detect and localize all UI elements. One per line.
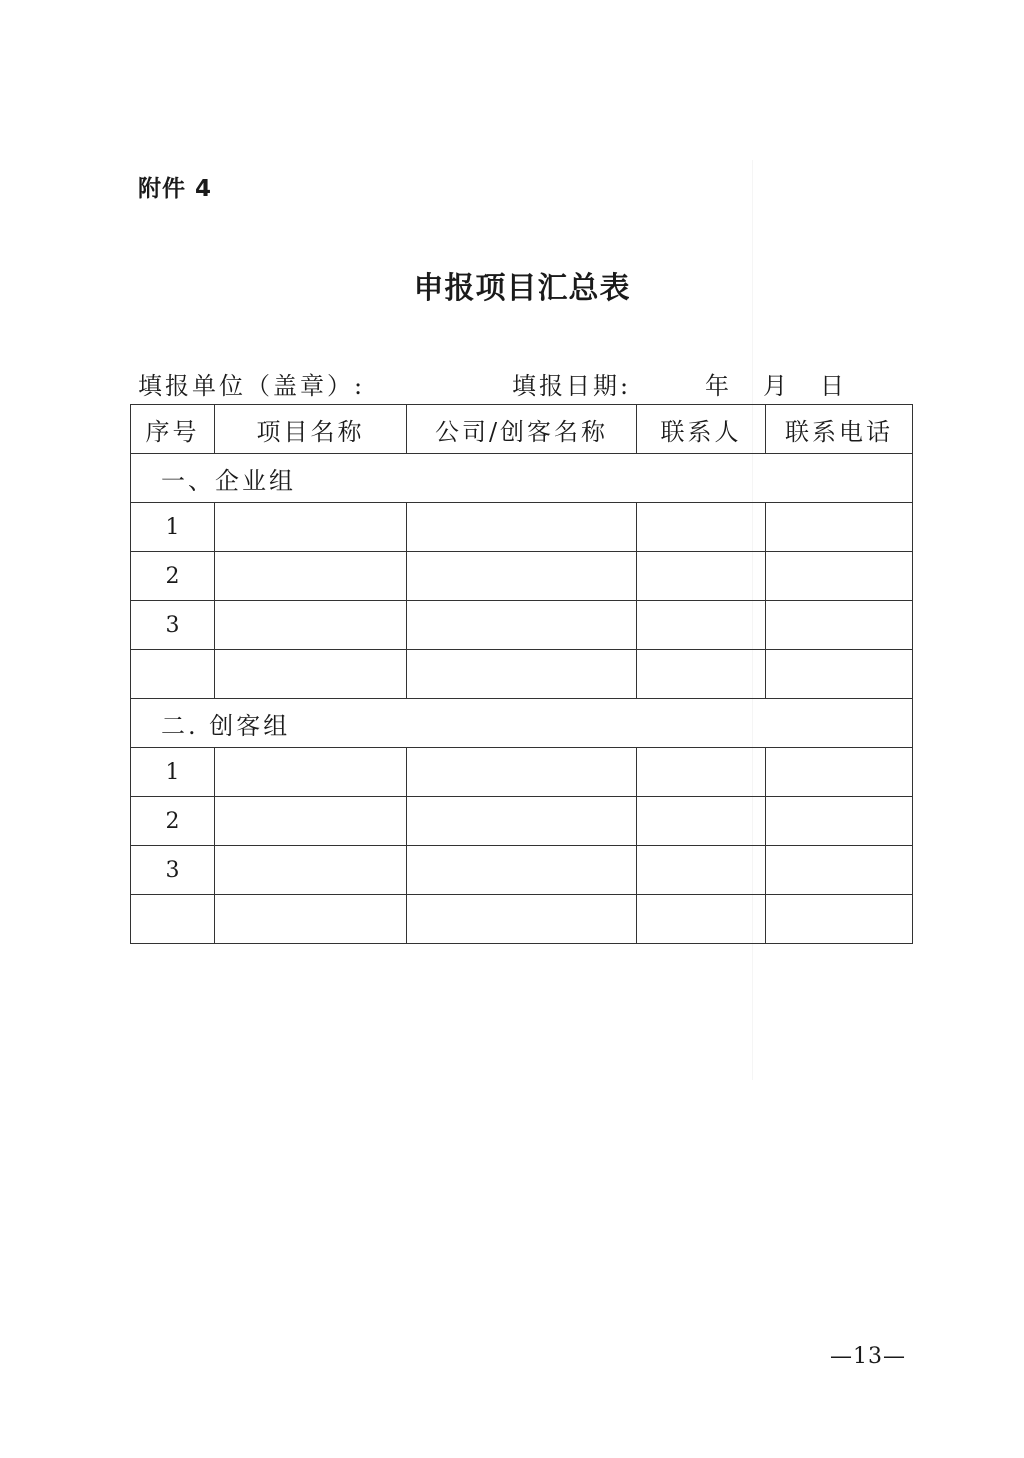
contact-person-cell[interactable] xyxy=(637,846,766,895)
contact-phone-cell[interactable] xyxy=(766,552,913,601)
table-row xyxy=(131,748,913,797)
company-name-cell[interactable] xyxy=(407,601,637,650)
contact-phone-cell[interactable] xyxy=(766,503,913,552)
company-name-cell[interactable] xyxy=(407,797,637,846)
contact-person-cell[interactable] xyxy=(637,797,766,846)
row-serial xyxy=(131,895,215,944)
page-number: —13— xyxy=(830,1344,906,1369)
year-label: 年 xyxy=(705,372,732,400)
header-serial: 序号 xyxy=(131,405,215,454)
row-serial: 3 xyxy=(131,601,215,650)
table-row xyxy=(131,552,913,601)
row-serial: 2 xyxy=(131,797,215,846)
header-project-name: 项目名称 xyxy=(215,405,407,454)
contact-phone-cell[interactable] xyxy=(766,601,913,650)
attachment-label: 附件 4 xyxy=(138,176,213,202)
header-contact-person: 联系人 xyxy=(637,405,766,454)
row-serial: 3 xyxy=(131,846,215,895)
section-title-maker: 二. 创客组 xyxy=(131,699,913,748)
section-row-enterprise xyxy=(131,454,913,503)
company-name-cell[interactable] xyxy=(407,748,637,797)
project-name-cell[interactable] xyxy=(215,895,407,944)
contact-person-cell[interactable] xyxy=(637,895,766,944)
contact-phone-cell[interactable] xyxy=(766,748,913,797)
table-row xyxy=(131,650,913,699)
contact-phone-cell[interactable] xyxy=(766,797,913,846)
month-label: 月 xyxy=(763,372,790,400)
contact-person-cell[interactable] xyxy=(637,748,766,797)
project-name-cell[interactable] xyxy=(215,552,407,601)
table-row xyxy=(131,503,913,552)
table-row xyxy=(131,895,913,944)
section-row-maker xyxy=(131,699,913,748)
header-contact-phone: 联系电话 xyxy=(766,405,913,454)
row-serial xyxy=(131,650,215,699)
project-name-cell[interactable] xyxy=(215,503,407,552)
contact-person-cell[interactable] xyxy=(637,650,766,699)
contact-person-cell[interactable] xyxy=(637,601,766,650)
company-name-cell[interactable] xyxy=(407,846,637,895)
company-name-cell[interactable] xyxy=(407,503,637,552)
company-name-cell[interactable] xyxy=(407,650,637,699)
filing-date-label: 填报日期: xyxy=(512,372,632,400)
section-title-enterprise: 一、企业组 xyxy=(131,454,913,503)
project-name-cell[interactable] xyxy=(215,797,407,846)
table-row xyxy=(131,797,913,846)
contact-phone-cell[interactable] xyxy=(766,846,913,895)
contact-phone-cell[interactable] xyxy=(766,895,913,944)
table-header-row xyxy=(131,405,913,454)
project-name-cell[interactable] xyxy=(215,748,407,797)
row-serial: 1 xyxy=(131,503,215,552)
document-title: 申报项目汇总表 xyxy=(413,271,631,306)
filing-unit-label: 填报单位（盖章）: xyxy=(138,372,366,400)
contact-person-cell[interactable] xyxy=(637,552,766,601)
table-row xyxy=(131,846,913,895)
contact-phone-cell[interactable] xyxy=(766,650,913,699)
project-summary-table xyxy=(130,404,913,944)
row-serial: 1 xyxy=(131,748,215,797)
table-row xyxy=(131,601,913,650)
project-name-cell[interactable] xyxy=(215,650,407,699)
contact-person-cell[interactable] xyxy=(637,503,766,552)
company-name-cell[interactable] xyxy=(407,895,637,944)
project-name-cell[interactable] xyxy=(215,846,407,895)
row-serial: 2 xyxy=(131,552,215,601)
header-company-name: 公司/创客名称 xyxy=(407,405,637,454)
company-name-cell[interactable] xyxy=(407,552,637,601)
day-label: 日 xyxy=(820,372,847,400)
project-name-cell[interactable] xyxy=(215,601,407,650)
